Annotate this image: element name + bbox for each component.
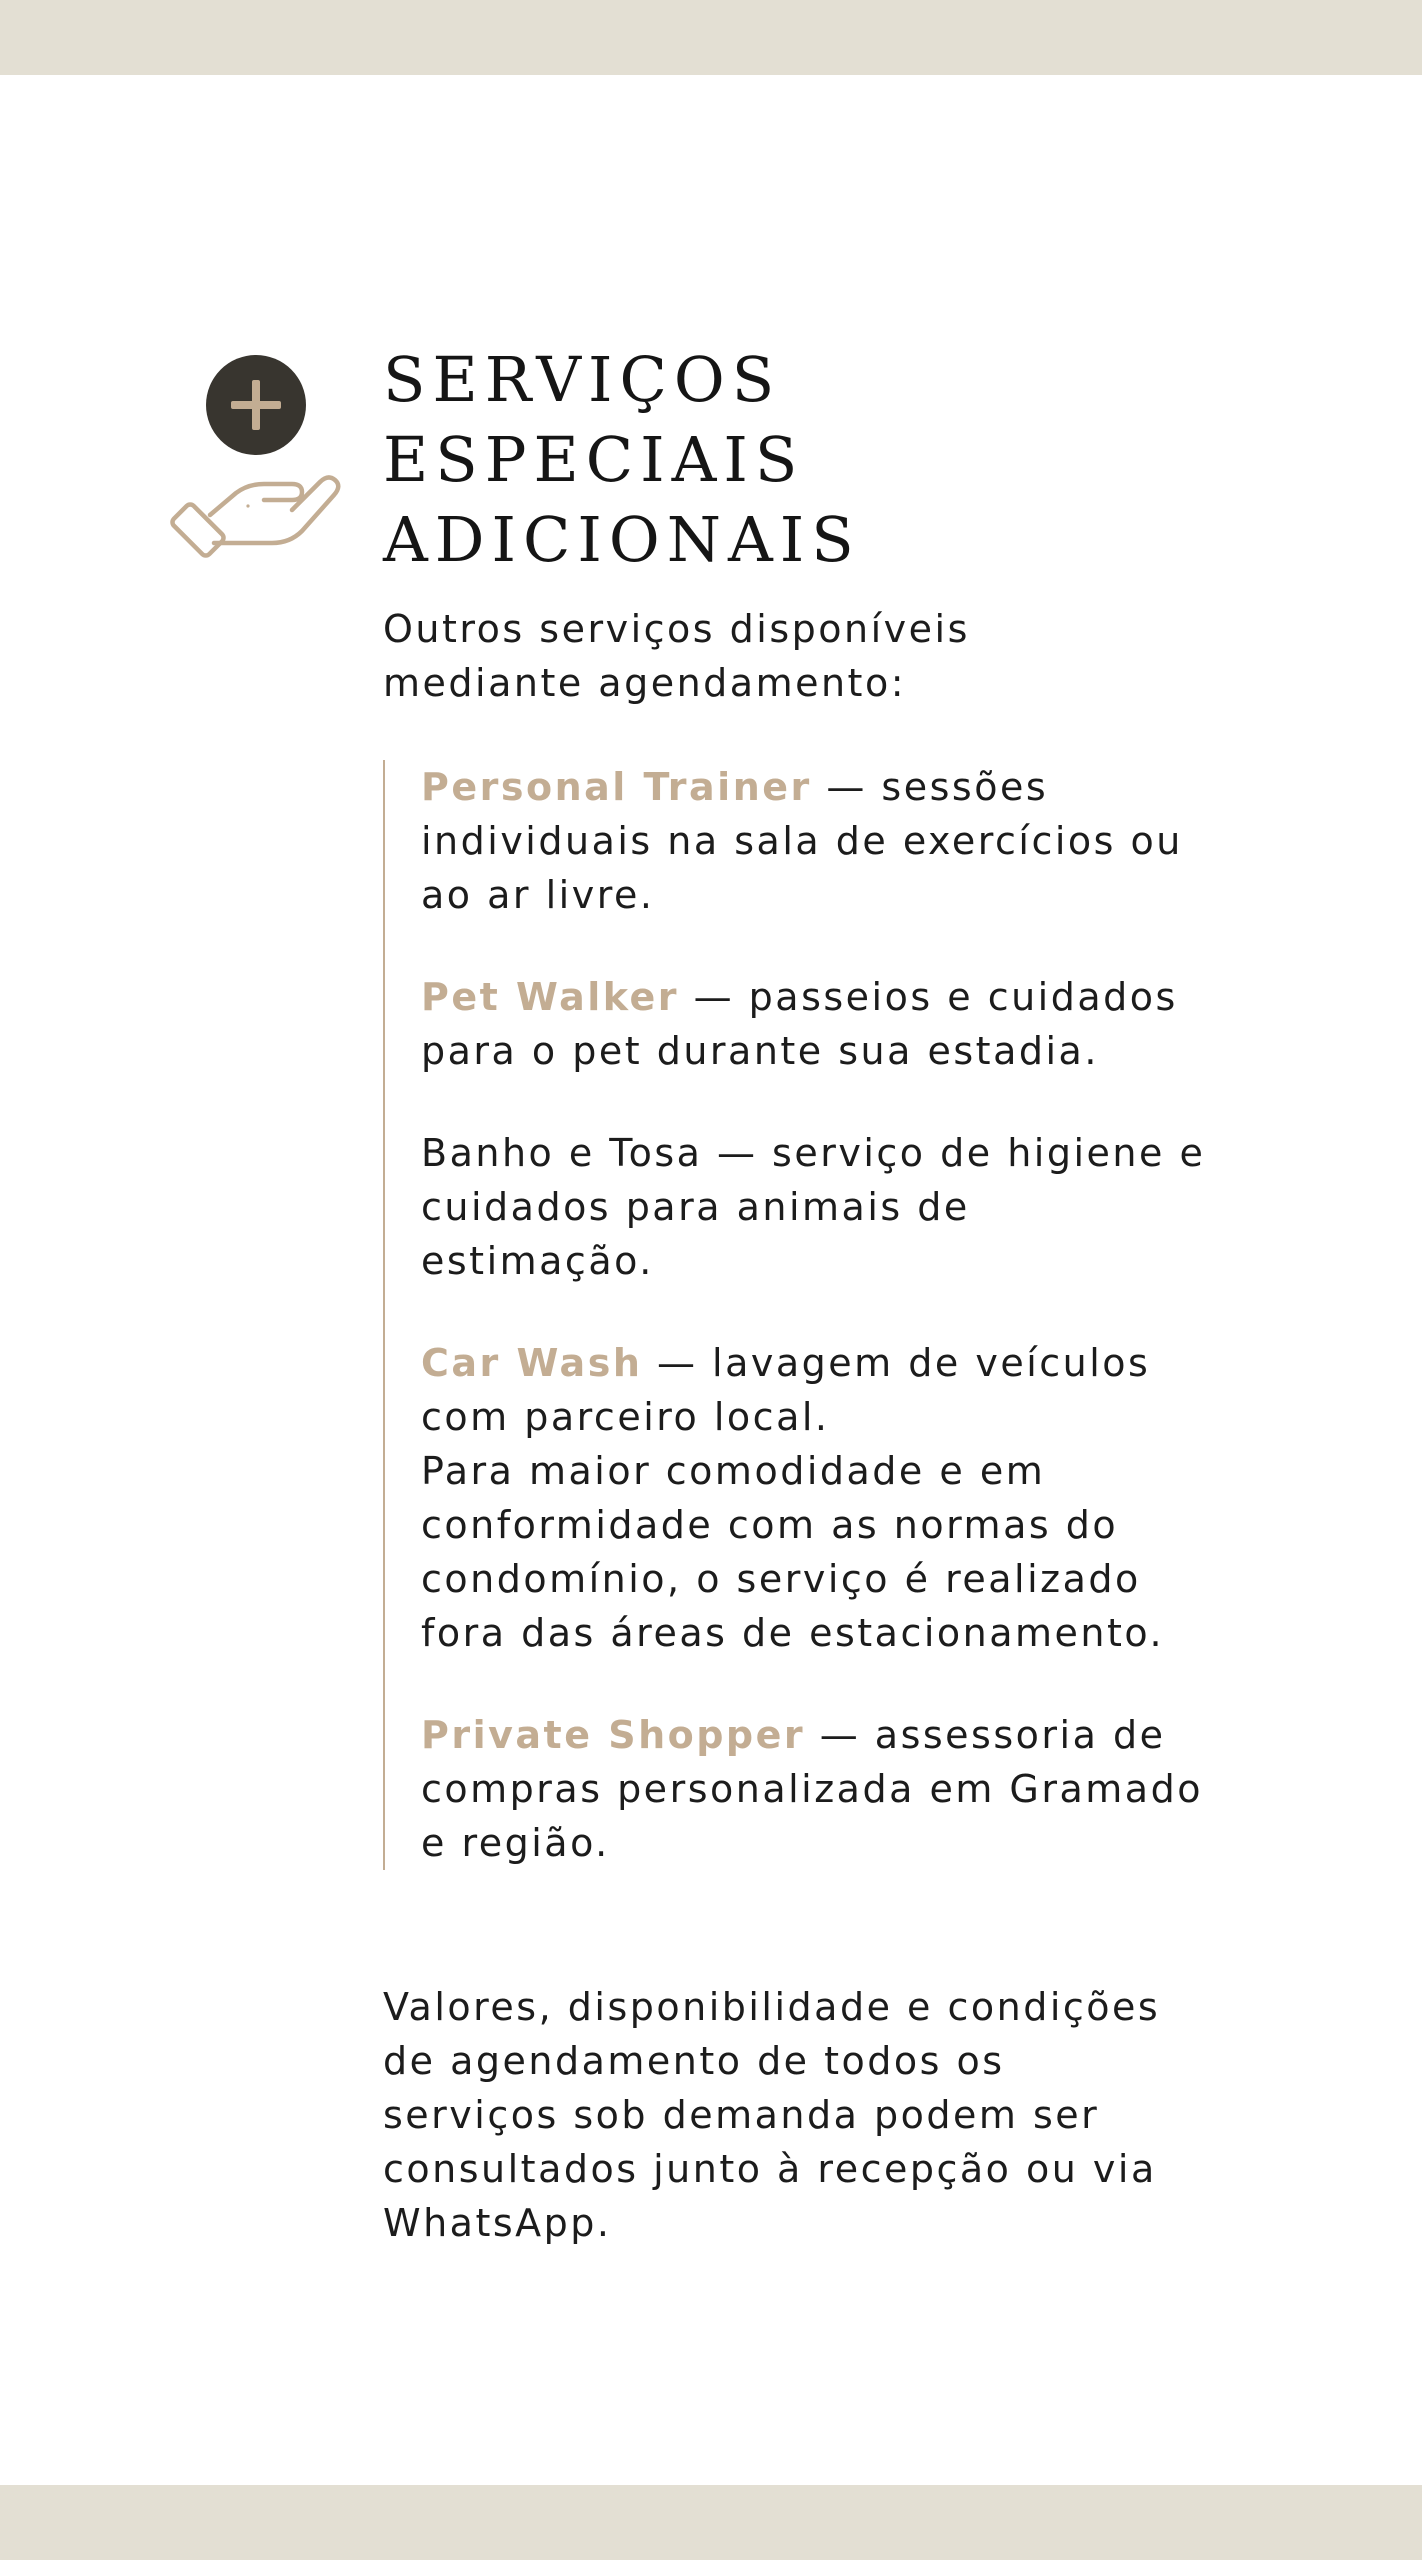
footer-note: Valores, disponibilidade e condições de agendamento de todos os serviços sob demanda podem ser consultados junto à recepção ou via WhatsApp. [383,1985,1161,2245]
services-list [383,760,1211,1870]
service-description: — lavagem de veículos com parceiro local. [421,1341,1151,1439]
special-services-section [383,340,1206,2250]
bottom-band [0,2485,1422,2560]
service-car-wash [421,1336,1211,1660]
service-description: — passeios e cuidados para o pet durante sua estadia. [421,975,1178,1073]
service-name: Pet Walker [421,975,680,1019]
service-private-shopper [421,1708,1211,1870]
service-banho-e-tosa [421,1126,1211,1288]
top-band [0,0,1422,75]
section-intro: Outros serviços disponíveis mediante agendamento: [383,607,970,705]
service-note: Para maior comodidade e em conformidade com as normas do condomínio, o serviço é realizado fora das áreas de estacionamento. [421,1449,1165,1655]
service-name: Personal Trainer [421,765,812,809]
service-personal-trainer [421,760,1211,922]
service-name: Private Shopper [421,1713,806,1757]
service-name: Car Wash [421,1341,643,1385]
plus-hand-icon [168,350,348,570]
service-pet-walker [421,970,1211,1078]
section-title: SERVIÇOS ESPECIAIS ADICIONAIS [383,343,861,576]
service-description: — sessões individuais na sala de exercícios ou ao ar livre. [421,765,1183,917]
service-description: — assessoria de compras personalizada em Gramado e região. [421,1713,1203,1865]
service-description: Banho e Tosa — serviço de higiene e cuidados para animais de estimação. [421,1131,1206,1283]
